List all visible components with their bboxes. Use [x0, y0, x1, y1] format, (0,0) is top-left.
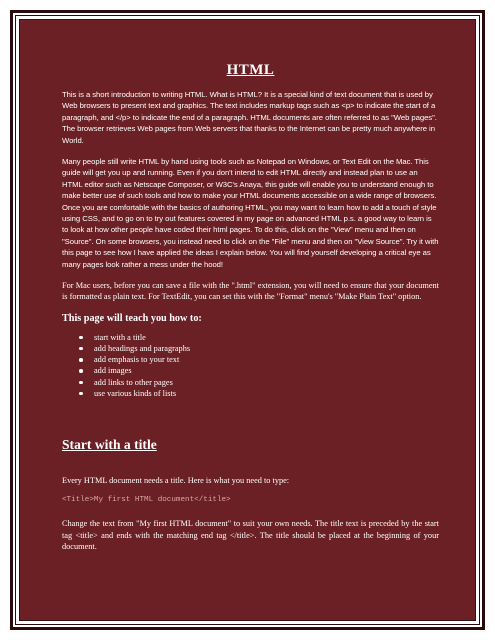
topics-list — [62, 332, 439, 399]
intro-paragraph: This is a short introduction to writing HTML. What is HTML? It is a special kind of text document that is used by Web browsers to present text and graphics. The text includes markup tags such as <p> to indicate the start of a paragraph, and </p> to indicate the end of a paragraph. HTML documents are often referred to as "Web pages". The browser retrieves Web pages from Web servers that thanks to the Internet can be pretty much anywhere in World. — [62, 90, 437, 145]
list-item: add emphasis to your text — [94, 354, 439, 365]
section-heading: Start with a title — [62, 436, 157, 452]
page-title: HTML — [226, 62, 275, 78]
document-page — [19, 19, 476, 621]
list-item: add headings and paragraphs — [94, 343, 439, 354]
section-explanation-paragraph: Change the text from "My first HTML document" to suit your own needs. The title text is preceded by the start tag <title> and ends with the matching end tag </title>. The title should be placed at the beginning of your document. — [62, 519, 439, 551]
code-sample: <Title>My first HTML document</title> — [62, 496, 231, 505]
list-item: add links to other pages — [94, 377, 439, 388]
teach-heading: This page will teach you how to: — [62, 312, 202, 324]
list-item: start with a title — [94, 332, 439, 343]
list-item: use various kinds of lists — [94, 388, 439, 399]
list-item: add images — [94, 365, 439, 376]
mac-users-paragraph: For Mac users, before you can save a file with the ".html" extension, you will need to ensure that your document is formatted as plain text. For TextEdit, you can set this with the "Format" menu's "Make Plain Text" option. — [62, 281, 439, 302]
section-intro-paragraph: Every HTML document needs a title. Here is what you need to type: — [62, 475, 290, 485]
usage-paragraph: Many people still write HTML by hand using tools such as Notepad on Windows, or Text Edit on the Mac. This guide will get you up and running. Even if you don't intend to edit HTML directly and instead plan to use an HTML editor such as Netscape Composer, or W3C's Anaya, this guide will enable you to understand enough to make better use of such tools and how to make your HTML documents accessible on a wide range of browsers. Once you are comfortable with the basics of authoring HTML, you may want to learn how to add a touch of style using CSS, and to go on to try out features covered in my page on advanced HTML p.s. a good way to learn is to look at how other people have coded their html pages. To do this, click on the "View" menu and then on "Source". On some browsers, you instead need to click on the "File" menu and then on "View Source". Try it with this page to see how I have applied the ideas I explain below. You will find yourself developing a critical eye as many pages look rather a mess under the hood! — [62, 157, 439, 269]
